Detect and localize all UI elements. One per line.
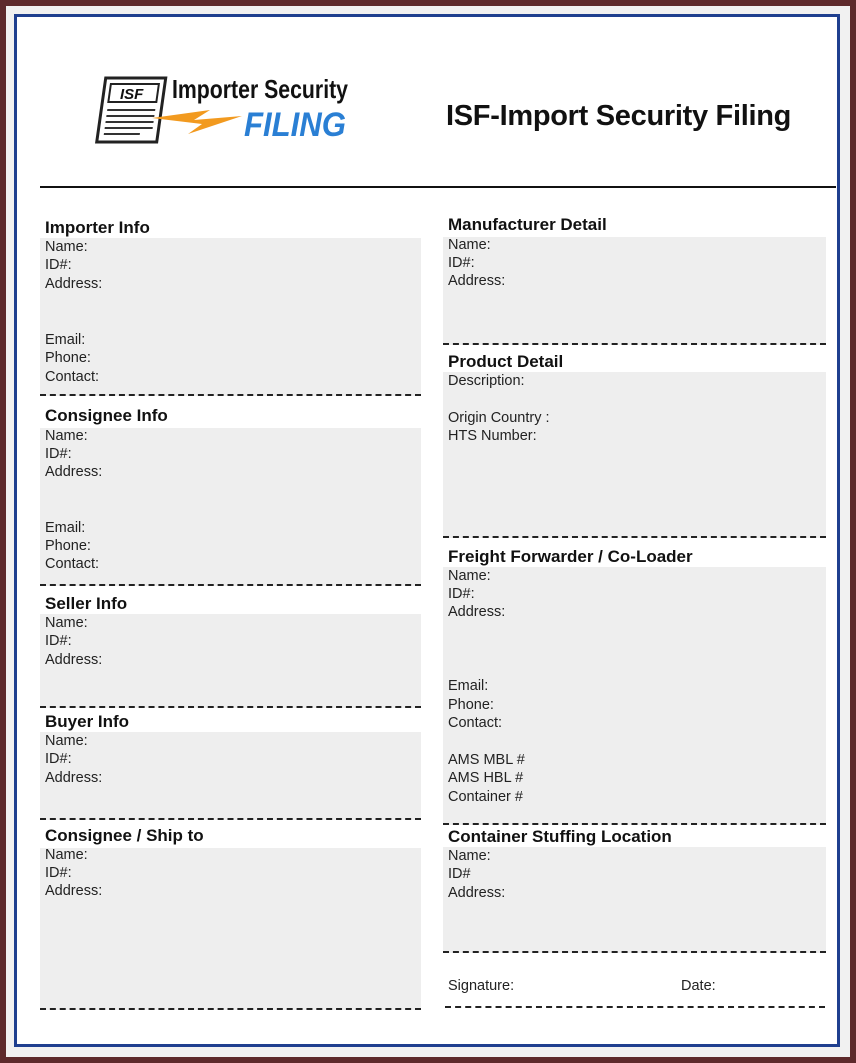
id-field-label: ID#: bbox=[448, 255, 475, 271]
name-field-label: Name: bbox=[45, 847, 88, 863]
svg-text:Importer Security: Importer Security bbox=[172, 74, 349, 104]
section-title: Container Stuffing Location bbox=[448, 827, 672, 846]
ams-hbl-field-label: AMS HBL # bbox=[448, 770, 524, 786]
section-title: Consignee / Ship to bbox=[45, 826, 204, 845]
section-title: Buyer Info bbox=[45, 712, 130, 731]
name-field-label: Name: bbox=[448, 848, 491, 864]
section-title: Seller Info bbox=[45, 594, 128, 613]
id-field-label: ID#: bbox=[448, 586, 475, 602]
document-title: ISF-Import Security Filing bbox=[446, 100, 792, 132]
address-field-label: Address: bbox=[45, 652, 103, 668]
email-field-label: Email: bbox=[45, 332, 86, 348]
field-area[interactable] bbox=[40, 848, 421, 1010]
signature-label: Signature: bbox=[448, 978, 515, 994]
signature-row[interactable] bbox=[445, 976, 825, 1008]
phone-field-label: Phone: bbox=[45, 538, 91, 554]
email-field-label: Email: bbox=[448, 678, 489, 694]
section-manufacturer-detail bbox=[443, 215, 826, 345]
container-field-label: Container # bbox=[448, 789, 523, 805]
name-field-label: Name: bbox=[45, 615, 88, 631]
ams-mbl-field-label: AMS MBL # bbox=[448, 752, 525, 768]
phone-field-label: Phone: bbox=[448, 697, 494, 713]
svg-text:ISF: ISF bbox=[120, 86, 144, 103]
description-field-label: Description: bbox=[448, 373, 525, 389]
section-title: Importer Info bbox=[45, 218, 150, 237]
name-field-label: Name: bbox=[448, 568, 491, 584]
section-container-stuffing-location bbox=[443, 827, 826, 953]
address-field-label: Address: bbox=[45, 770, 103, 786]
address-field-label: Address: bbox=[45, 883, 103, 899]
name-field-label: Name: bbox=[45, 733, 88, 749]
id-field-label: ID#: bbox=[45, 633, 72, 649]
section-title: Manufacturer Detail bbox=[448, 215, 607, 234]
field-area[interactable] bbox=[443, 237, 826, 345]
contact-field-label: Contact: bbox=[45, 369, 99, 385]
id-field-label: ID#: bbox=[45, 446, 72, 462]
id-field-label: ID#: bbox=[45, 257, 72, 273]
address-field-label: Address: bbox=[448, 885, 506, 901]
lightning-icon bbox=[152, 110, 242, 134]
id-field-label: ID#: bbox=[45, 865, 72, 881]
field-area[interactable] bbox=[443, 372, 826, 538]
name-field-label: Name: bbox=[45, 239, 88, 255]
section-consignee-info bbox=[40, 406, 421, 586]
contact-field-label: Contact: bbox=[45, 556, 99, 572]
section-title: Consignee Info bbox=[45, 406, 168, 425]
header-rule bbox=[40, 186, 836, 188]
section-freight-forwarder bbox=[443, 547, 826, 825]
address-field-label: Address: bbox=[448, 604, 506, 620]
section-importer-info bbox=[40, 218, 421, 398]
address-field-label: Address: bbox=[45, 276, 103, 292]
id-field-label: ID# bbox=[448, 866, 471, 882]
name-field-label: Name: bbox=[45, 428, 88, 444]
id-field-label: ID#: bbox=[45, 751, 72, 767]
hts-number-field-label: HTS Number: bbox=[448, 428, 537, 444]
section-consignee-ship-to bbox=[40, 826, 421, 1010]
address-field-label: Address: bbox=[45, 464, 103, 480]
phone-field-label: Phone: bbox=[45, 350, 91, 366]
isf-logo bbox=[92, 70, 362, 150]
address-field-label: Address: bbox=[448, 273, 506, 289]
section-title: Freight Forwarder / Co-Loader bbox=[448, 547, 693, 566]
document-icon bbox=[92, 70, 362, 150]
email-field-label: Email: bbox=[45, 520, 86, 536]
section-buyer-info bbox=[40, 712, 421, 820]
svg-text:FILING: FILING bbox=[244, 106, 346, 144]
section-title: Product Detail bbox=[448, 352, 564, 371]
name-field-label: Name: bbox=[448, 237, 491, 253]
section-seller-info bbox=[40, 594, 421, 708]
origin-country-field-label: Origin Country : bbox=[448, 410, 550, 426]
date-label: Date: bbox=[681, 978, 716, 994]
contact-field-label: Contact: bbox=[448, 715, 502, 731]
section-product-detail bbox=[443, 352, 826, 538]
